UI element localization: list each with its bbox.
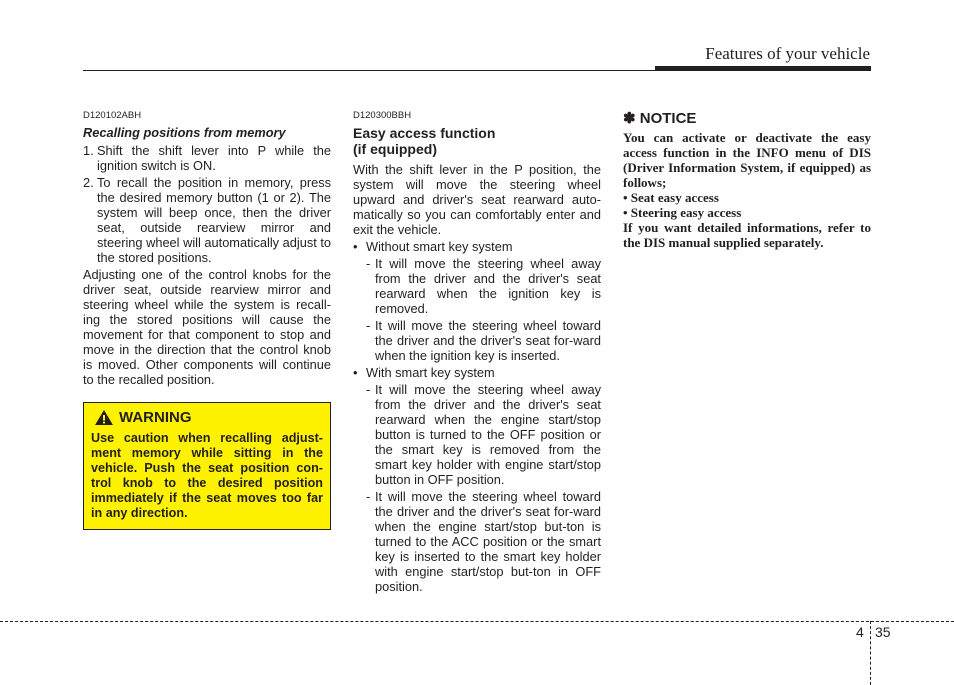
step-1: [83, 143, 331, 173]
footer-rule: [0, 621, 954, 622]
notice-body: [623, 130, 871, 250]
notice-line: • Steering easy access: [623, 205, 742, 220]
intro-paragraph: With the shift lever in the P position, the system will move the steering wheel upward and driver's seat rearward auto-matically so you can comfortably enter and exit the vehicle.: [353, 162, 601, 237]
dash-text: It will move the steering wheel toward the driver and the driver's seat for-ward when the ignition key is inserted.: [375, 318, 601, 363]
dash-item: [366, 489, 601, 594]
bullet-item: [353, 239, 601, 254]
body-paragraph: Adjusting one of the control knobs for the driver seat, outside rearview mirror and steering wheel while the system is recall-ing the stored positions will cause the movement for that component to stop and move in the direction that the control knob is moved. Other components will continue to the recalled position.: [83, 267, 331, 387]
chapter-number: 4: [856, 624, 864, 640]
step-text: To recall the position in memory, press the desired memory button (1 or 2). The system will beep once, then the driver seat, outside rearview mirror and steering wheel will automatically adjust to the stored positions.: [97, 175, 332, 265]
warning-text: Use caution when recalling adjust-ment memory while sitting in the vehicle. Push the seat position con-trol knob to the desired position immediately if the seat moves too far in any direction.: [91, 431, 323, 520]
dash-mark: -: [366, 489, 371, 504]
dash-text: It will move the steering wheel away from the driver and the driver's seat rearward when the ignition key is removed.: [375, 256, 601, 316]
footer-divider: [870, 621, 871, 685]
header-bar: [655, 66, 871, 71]
header-title: Features of your vehicle: [705, 44, 870, 63]
bullet-item: [353, 365, 601, 380]
dash-item: [366, 318, 601, 363]
dash-item: [366, 382, 601, 487]
heading-line-2: (if equipped): [353, 141, 437, 157]
dash-text: It will move the steering wheel toward the driver and the driver's seat for-ward when the engine start/stop but-ton is turned to the ACC position or the smart key is inserted to the smart key holder with engine start/stop but-ton in OFF position.: [375, 489, 601, 594]
notice-line: If you want detailed informations, refer to the DIS manual supplied separately.: [623, 220, 871, 250]
warning-title: WARNING: [119, 409, 192, 426]
warning-triangle-icon: [94, 409, 114, 426]
page-number: 35: [875, 624, 891, 640]
dash-text: It will move the steering wheel away from the driver and the driver's seat rearward when the engine start/stop button is turned to the OFF position or the smart key is removed from the smart key holder with engine start/stop button in OFF position.: [375, 382, 601, 487]
warning-header: [91, 409, 323, 426]
bullet-text: With smart key system: [366, 365, 495, 380]
bullet-dot: •: [353, 365, 358, 380]
dash-item: [366, 256, 601, 316]
dash-mark: -: [366, 318, 371, 333]
column-notice: [623, 110, 871, 250]
notice-line: • Seat easy access: [623, 190, 719, 205]
section-code: D120300BBH: [353, 110, 412, 121]
section-heading: [353, 125, 601, 157]
step-number: 1.: [83, 143, 94, 158]
section-code: D120102ABH: [83, 110, 142, 121]
warning-box: [83, 402, 331, 530]
heading-line-1: Easy access function: [353, 125, 496, 141]
dash-mark: -: [366, 256, 371, 271]
step-text: Shift the shift lever into P while the ignition switch is ON.: [97, 143, 331, 173]
notice-line: You can activate or deactivate the easy access function in the INFO menu of DIS (Driver Information System, if equipped) as follows;: [623, 130, 871, 190]
step-number: 2.: [83, 175, 94, 190]
bullet-text: Without smart key system: [366, 239, 513, 254]
section-subhead: Recalling positions from memory: [83, 125, 286, 140]
dash-mark: -: [366, 382, 371, 397]
column-memory-recall: [83, 110, 331, 530]
bullet-dot: •: [353, 239, 358, 254]
column-easy-access: [353, 110, 601, 596]
step-2: [83, 175, 331, 265]
notice-title: ✽ NOTICE: [623, 110, 697, 127]
